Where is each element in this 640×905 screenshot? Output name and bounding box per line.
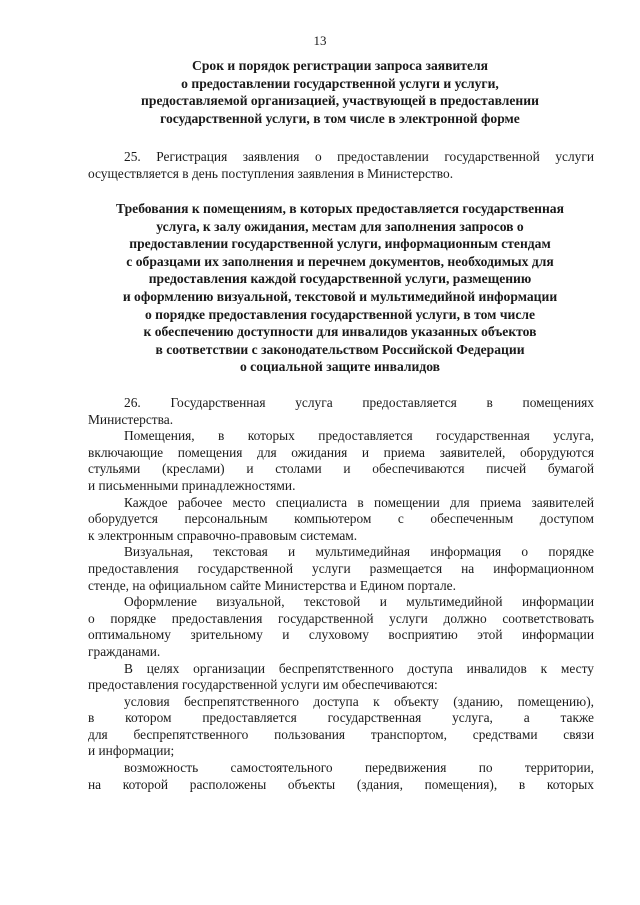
- text-line: о порядке предоставления государственной услуги должно соответствовать: [88, 610, 594, 626]
- text-line: осуществляется в день поступления заявления в Министерство.: [88, 165, 454, 181]
- text-line: предоставления государственной услуги им обеспечиваются:: [88, 677, 438, 693]
- text-line: возможность самостоятельного передвижения по территории,: [124, 760, 594, 776]
- heading-line: о социальной защите инвалидов: [239, 359, 441, 375]
- text-line: стульями (креслами) и столами и обеспечиваются писчей бумагой: [88, 461, 594, 477]
- heading-line: Требования к помещениям, в которых предоставляется государственная: [116, 201, 564, 216]
- heading-line: предоставлении государственной услуги, информационным стендам: [129, 236, 551, 252]
- text-line: к электронным справочно-правовым системам.: [88, 527, 358, 543]
- text-line: для беспрепятственного пользования транспортом, средствами связи: [88, 726, 594, 742]
- heading-line: в соответствии с законодательством Российской Федерации: [155, 341, 525, 357]
- text-line: 25. Регистрация заявления о предоставлении государственной услуги: [124, 149, 594, 164]
- heading-line: предоставления каждой государственной услуги, размещению: [148, 271, 532, 287]
- text-line: Помещения, в которых предоставляется государственная услуга,: [124, 428, 594, 444]
- text-line: 26. Государственная услуга предоставляется в помещениях: [124, 395, 594, 410]
- heading-line: к обеспечению доступности для инвалидов указанных объектов: [143, 324, 537, 340]
- text-line: Каждое рабочее место специалиста в помещении для приема заявителей: [124, 494, 594, 510]
- heading-line: государственной услуги, в том числе в электронной форме: [160, 110, 520, 126]
- heading-line: о порядке предоставления государственной услуги, в том числе: [144, 306, 536, 322]
- text-line: В целях организации беспрепятственного доступа инвалидов к месту: [124, 660, 594, 676]
- text-line: Оформление визуальной, текстовой и мультимедийной информации: [124, 594, 594, 610]
- text-line: и информации;: [88, 743, 175, 759]
- section-heading-premises-requirements: [85, 200, 595, 376]
- text-line: условия беспрепятственного доступа к объекту (зданию, помещению),: [124, 693, 594, 709]
- heading-line: предоставляемой организацией, участвующей в предоставлении: [141, 93, 539, 109]
- section-heading-registration: [85, 57, 595, 127]
- paragraph-26-and-following: [88, 395, 594, 793]
- text-line: Визуальная, текстовая и мультимедийная информация о порядке: [124, 544, 594, 560]
- heading-line: Срок и порядок регистрации запроса заявителя: [192, 58, 488, 73]
- text-line: оборудуется персональным компьютером с обеспеченным доступом: [88, 511, 594, 527]
- heading-line: и оформлению визуальной, текстовой и мультимедийной информации: [122, 288, 558, 304]
- text-line: включающие помещения для ожидания и приема заявителей, оборудуются: [88, 444, 594, 460]
- text-line: гражданами.: [88, 643, 161, 659]
- heading-line: услуга, к залу ожидания, местам для заполнения запросов о: [156, 218, 524, 234]
- text-line: оптимальному зрительному и слуховому восприятию этой информации: [88, 627, 594, 643]
- heading-line: с образцами их заполнения и перечнем документов, необходимых для: [126, 253, 554, 269]
- text-line: стенде, на официальном сайте Министерства и Едином портале.: [88, 577, 456, 593]
- paragraph-25: [88, 149, 594, 182]
- heading-line: о предоставлении государственной услуги и услуги,: [181, 75, 499, 91]
- text-line: и письменными принадлежностями.: [88, 477, 296, 493]
- text-line: Министерства.: [88, 411, 174, 427]
- page-number: 13: [313, 33, 327, 48]
- text-line: на которой расположены объекты (здания, помещения), в которых: [88, 776, 594, 792]
- text-line: предоставления государственной услуги размещается на информационном: [88, 560, 594, 576]
- text-line: в котором предоставляется государственная услуга, а также: [88, 710, 594, 726]
